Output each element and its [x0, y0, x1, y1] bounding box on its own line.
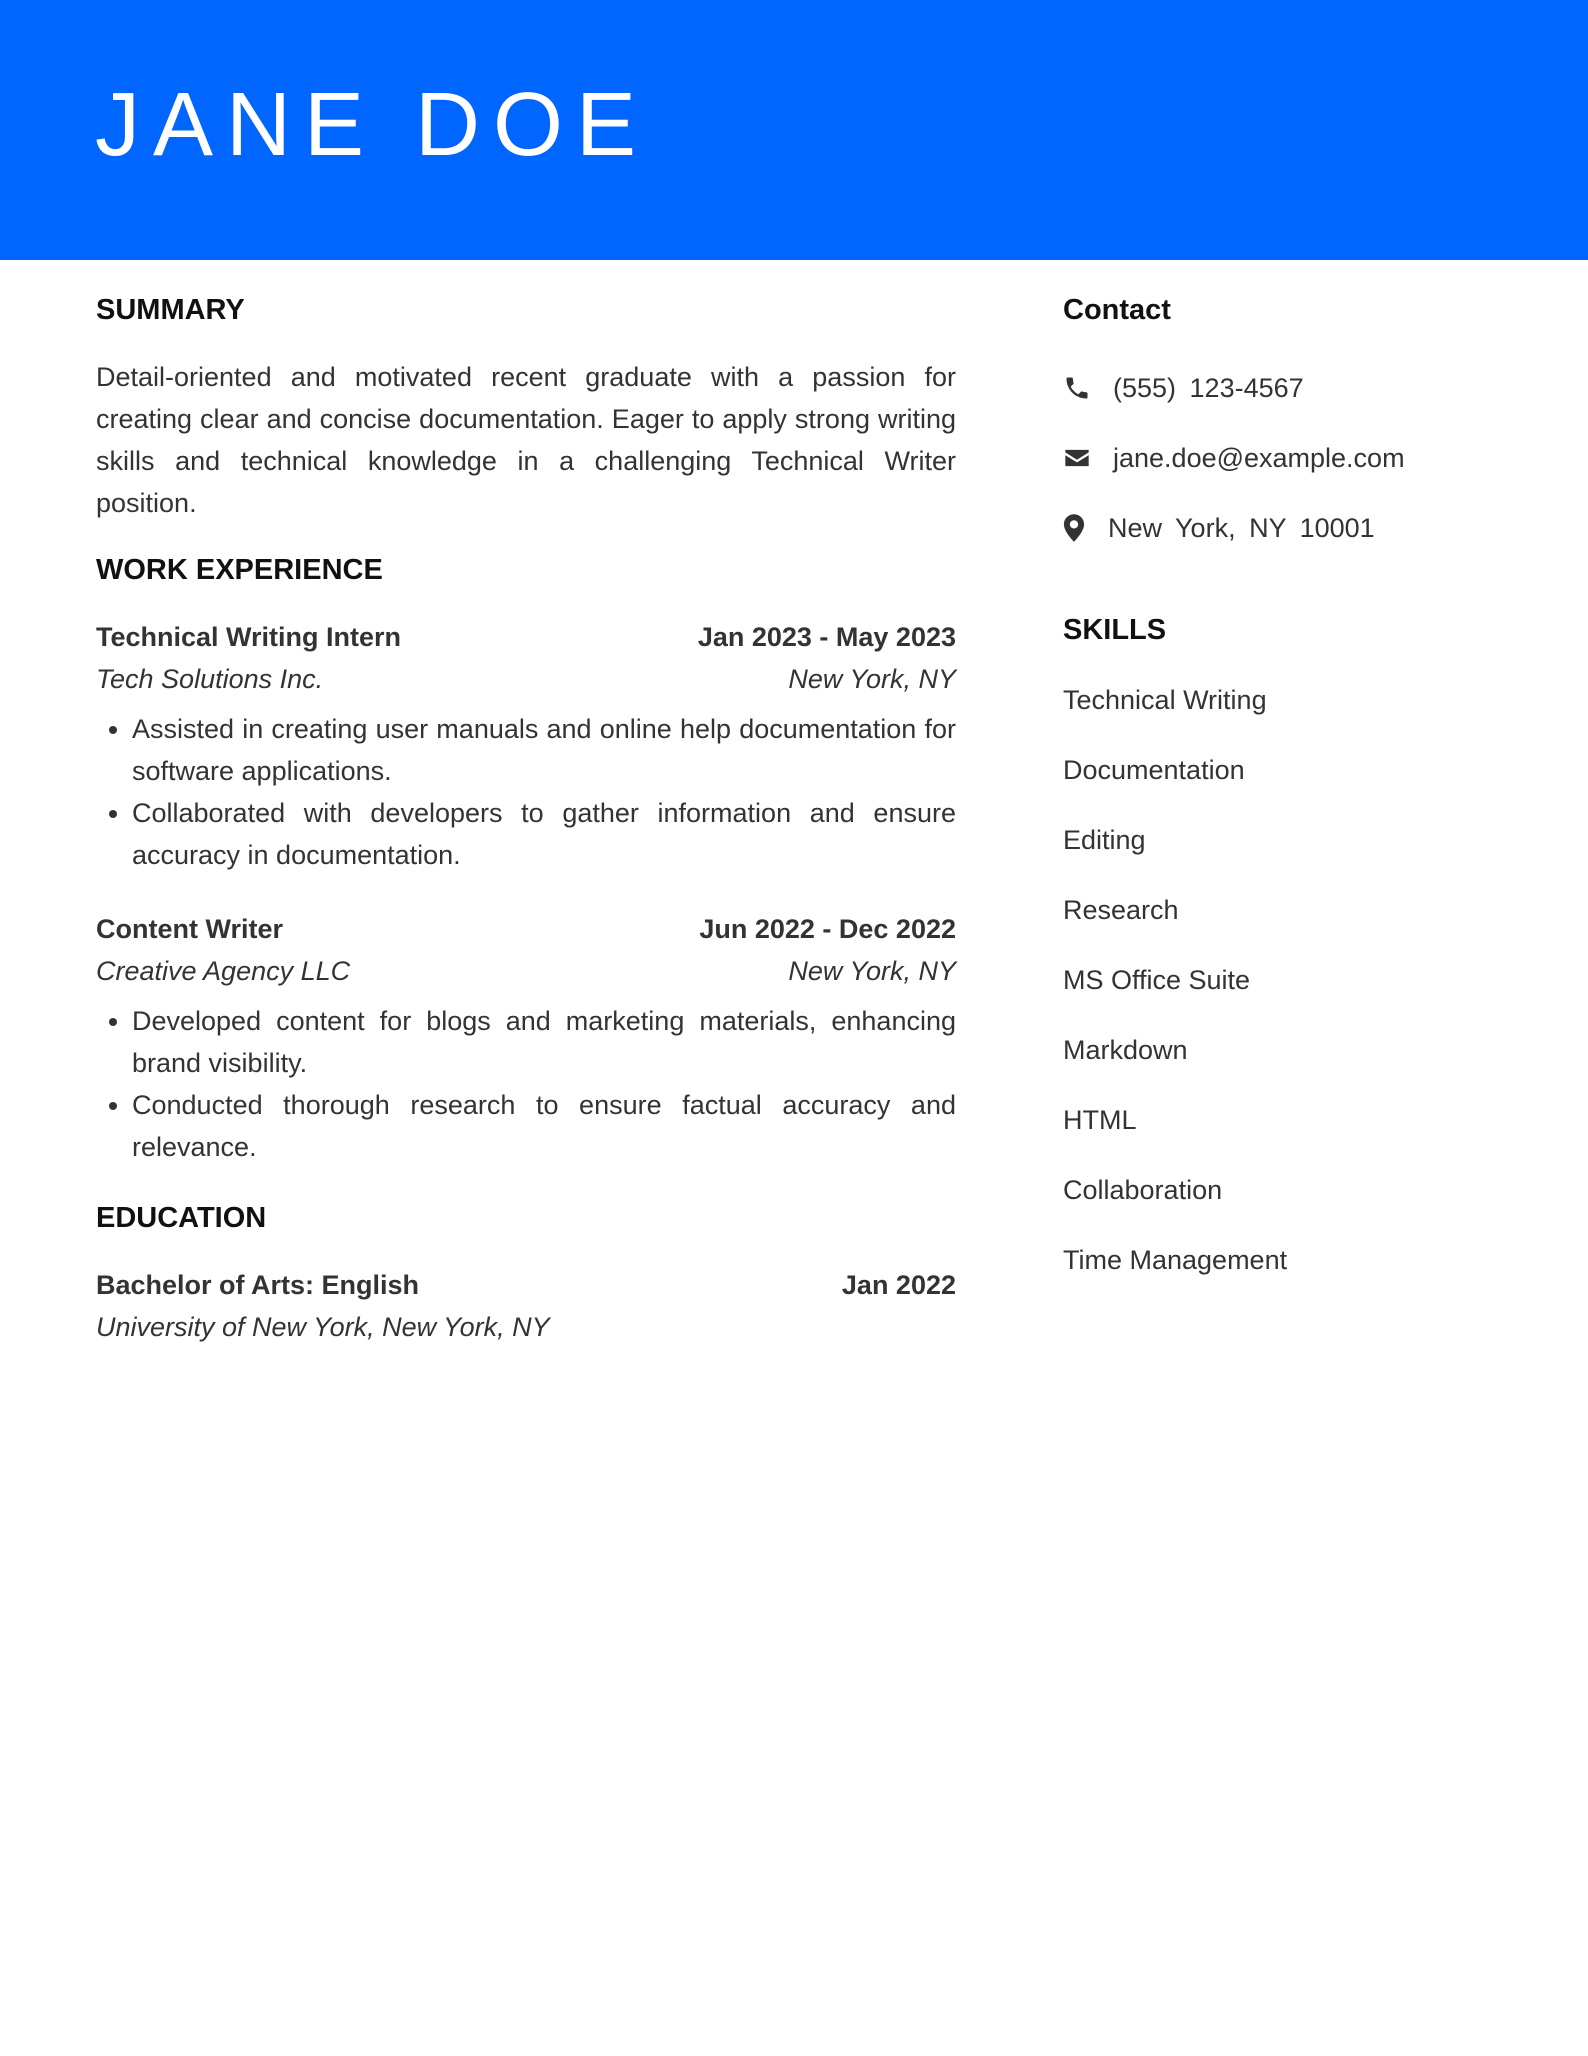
job-company: Tech Solutions Inc. [96, 664, 324, 694]
school: University of New York, New York, NY [96, 1312, 550, 1342]
skill-item: MS Office Suite [1063, 965, 1251, 995]
job-bullet: • Conducted thorough research to ensure factual accuracy and relevance. [132, 1084, 956, 1168]
job-bullet: • Assisted in creating user manuals and online help documentation for software applications. [132, 708, 956, 792]
skill-item: Documentation [1063, 755, 1245, 785]
skill-item: Time Management [1063, 1245, 1288, 1275]
skill-item: Research [1063, 895, 1179, 925]
job-role: Technical Writing Intern [96, 622, 402, 652]
location-text: New York, NY 10001 [1108, 513, 1375, 543]
main-column [96, 290, 956, 1348]
header-banner [0, 0, 1588, 260]
job-role: Content Writer [96, 914, 283, 944]
candidate-name: JANE DOE [95, 75, 650, 175]
job-bullets [96, 1000, 956, 1168]
skills-list [1063, 680, 1503, 1310]
education-entry [96, 1264, 956, 1348]
phone-icon [1063, 373, 1093, 403]
work-experience-heading: WORK EXPERIENCE [96, 554, 383, 586]
contact-location [1063, 508, 1503, 548]
education-heading: EDUCATION [96, 1202, 267, 1234]
job-dates: Jan 2023 - May 2023 [697, 622, 956, 652]
skills-heading: SKILLS [1063, 614, 1167, 646]
education-header [96, 1264, 956, 1306]
contact-heading: Contact [1063, 294, 1171, 326]
skill-item: Technical Writing [1063, 685, 1267, 715]
job-bullet: • Collaborated with developers to gather information and ensure accuracy in documentation. [132, 792, 956, 876]
phone-number: (555) 123-4567 [1113, 373, 1304, 403]
job-company: Creative Agency LLC [96, 956, 351, 986]
job-dates: Jun 2022 - Dec 2022 [699, 914, 956, 944]
education-subheader [96, 1306, 956, 1348]
summary-heading: SUMMARY [96, 294, 245, 326]
job-header [96, 908, 956, 950]
job-subheader [96, 950, 956, 992]
map-marker-icon [1063, 513, 1087, 543]
graduation-date: Jan 2022 [841, 1270, 956, 1300]
skill-item: Editing [1063, 825, 1146, 855]
job-entry [96, 908, 956, 1168]
skill-item: HTML [1063, 1105, 1137, 1135]
email-address: jane.doe@example.com [1113, 443, 1405, 473]
job-location: New York, NY [788, 664, 956, 694]
job-subheader [96, 658, 956, 700]
envelope-icon [1063, 443, 1093, 473]
degree: Bachelor of Arts: English [96, 1270, 420, 1300]
summary-text: Detail-oriented and motivated recent graduate with a passion for creating clear and concise documentation. Eager to apply strong writing skills and technical knowledge in a challenging Technical Writer position. [96, 362, 956, 518]
job-entry [96, 616, 956, 876]
skill-item: Markdown [1063, 1035, 1188, 1065]
contact-phone [1063, 368, 1503, 408]
job-bullet: • Developed content for blogs and marketing materials, enhancing brand visibility. [132, 1000, 956, 1084]
sidebar [1063, 290, 1503, 1310]
job-header [96, 616, 956, 658]
skill-item: Collaboration [1063, 1175, 1223, 1205]
contact-email [1063, 438, 1503, 478]
job-bullets [96, 708, 956, 876]
job-location: New York, NY [788, 956, 956, 986]
